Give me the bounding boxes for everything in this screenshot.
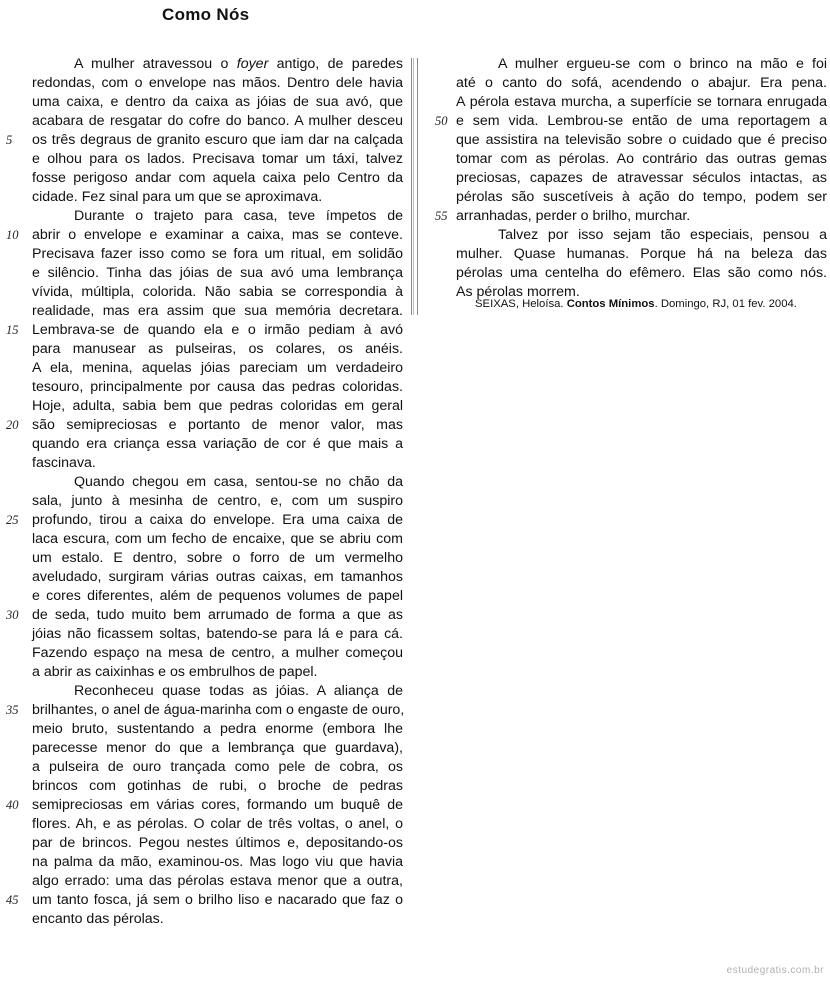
text-line: flores. Ah, e as pérolas. O colar de três voltas, o anel, o: [32, 816, 403, 832]
text-line: e olhou para os lados. Precisava tomar um táxi, talvez: [32, 151, 403, 167]
text-line: A mulher ergueu-se com o brinco na mão e foi: [498, 56, 827, 72]
line-number: 55: [435, 209, 448, 223]
text-line: um tanto fosca, já sem o brilho liso e nacarado que faz o: [32, 892, 403, 908]
text-line: meio bruto, sustentando a pedra enorme (embora lhe: [32, 721, 403, 737]
text-line: Hoje, adulta, sabia bem que pedras coloridas em geral: [32, 398, 403, 414]
watermark: estudegratis.com.br: [726, 965, 824, 976]
text-line: abrir o envelope e examinar a caixa, mas se conteve.: [32, 227, 403, 243]
text-line: profundo, tirou a caixa do envelope. Era uma caixa de: [32, 512, 403, 528]
text-line: os três degraus de granito escuro que iam dar na calçada: [32, 132, 403, 148]
line-number: 30: [6, 608, 19, 622]
line-number: 20: [6, 418, 19, 432]
text-line: realidade, mas era assim que sua memória decretara.: [32, 303, 403, 319]
text-line: A mulher atravessou o foyer antigo, de paredes: [74, 56, 403, 72]
text-line: Precisava fazer isso como se fora um ritual, em solidão: [32, 246, 403, 262]
line-number: 50: [435, 114, 448, 128]
text-line: que assistira na televisão sobre o cuidado que é preciso: [456, 132, 827, 148]
source-citation: [475, 298, 797, 310]
text-line: até o canto do sofá, acendendo o abajur. Era pena.: [456, 75, 827, 91]
text-line: na palma da mão, examinou-os. Mas logo viu que havia: [32, 854, 403, 870]
line-number: 40: [6, 798, 19, 812]
text-line: fascinava.: [32, 455, 96, 471]
text-line: encanto das pérolas.: [32, 911, 164, 927]
text-line: tesouro, principalmente por causa das pedras coloridas.: [32, 379, 403, 395]
text-line: brilhantes, o anel de água-marinha com o engaste de ouro,: [32, 702, 405, 718]
text-line: arranhadas, perder o brilho, murchar.: [456, 208, 691, 224]
text-line: são semipreciosas e portanto de menor valor, mas: [32, 417, 403, 433]
text-line: acabara de resgatar do cofre do banco. A mulher desceu: [32, 113, 403, 129]
line-number: 35: [6, 703, 19, 717]
text-line: semipreciosas em várias cores, formando um buquê de: [32, 797, 403, 813]
text-line: a abrir as caixinhas e os embrulhos de papel.: [32, 664, 318, 680]
source-work: Contos Mínimos: [566, 298, 655, 310]
text-line: brincos com gotinhas de rubi, o broche de pedras: [32, 778, 403, 794]
text-line: Talvez por isso sejam tão especiais, pensou a: [498, 227, 827, 243]
line-number: 15: [6, 323, 19, 337]
source-rest: . Domingo, RJ, 01 fev. 2004.: [654, 298, 797, 310]
text-line: Fazendo espaço na mesa de centro, a mulher começou: [32, 645, 403, 661]
text-line: mulher. Quase humanas. Porque há na beleza das: [456, 246, 827, 262]
page-title: Como Nós: [162, 5, 250, 24]
line-number: 45: [6, 893, 19, 907]
text-line: para manusear as pulseiras, os colares, os anéis.: [32, 341, 403, 357]
text-line: redondas, com o envelope nas mãos. Dentro dele havia: [32, 75, 403, 91]
line-number: 5: [6, 133, 13, 147]
text-line: Durante o trajeto para casa, teve ímpetos de: [74, 208, 403, 224]
text-line: vívida, múltipla, colorida. Não sabia se correspondia à: [32, 284, 403, 300]
right-text-column: [456, 55, 827, 302]
text-line: A ela, menina, aquelas jóias pareciam um verdadeiro: [32, 360, 403, 376]
text-line: pérolas uma centelha do efêmero. Elas são como nós.: [456, 265, 827, 281]
text-line: laca escura, com um fecho de encaixe, que se abriu com: [32, 531, 403, 547]
text-line: parecesse menor do que a lembrança que guardava),: [32, 740, 403, 756]
text-line: preciosas, capazes de atravessar séculos intactas, as: [456, 170, 827, 186]
text-line: uma caixa, e dentro da caixa as jóias de sua avó, que: [32, 94, 403, 110]
text-line: um estalo. E dentro, sobre o forro de um vermelho: [32, 550, 403, 566]
text-line: e silêncio. Tinha das jóias de sua avó uma lembrança: [32, 265, 403, 281]
text-line: Lembrava-se de quando ela e o irmão pediam à avó: [32, 322, 403, 338]
line-number: 10: [6, 228, 19, 242]
text-line: tomar com as pérolas. Ao contrário das outras gemas: [456, 151, 827, 167]
column-divider: [411, 58, 418, 315]
text-line: jóias não ficassem soltas, batendo-se para lá e para cá.: [32, 626, 403, 642]
left-text-column: [32, 55, 403, 929]
text-line: e sem vida. Lembrou-se então de uma reportagem a: [456, 113, 827, 129]
line-number: 25: [6, 513, 19, 527]
text-line: a pulseira de ouro trançada como pele de cobra, os: [32, 759, 403, 775]
text-line: par de brincos. Pegou nestes últimos e, depositando-os: [32, 835, 403, 851]
text-line: Reconheceu quase todas as jóias. A aliança de: [74, 683, 403, 699]
text-line: algo errado: uma das pérolas estava menor que a outra,: [32, 873, 403, 889]
text-line: cidade. Fez sinal para um que se aproximava.: [32, 189, 323, 205]
text-line: pérolas são suscetíveis à ação do tempo, podem ser: [456, 189, 827, 205]
text-line: e cores diferentes, além de pequenos volumes de papel: [32, 588, 403, 604]
text-line: quando era criança essa variação de cor é que mais a: [32, 436, 403, 452]
text-line: fosse perigoso andar com aquela caixa pelo Centro da: [32, 170, 403, 186]
text-line: A pérola estava murcha, a superfície se tornara enrugada: [456, 94, 827, 110]
text-line: sala, junto à mesinha de centro, e, com um suspiro: [32, 493, 403, 509]
text-line: Quando chegou em casa, sentou-se no chão da: [74, 474, 403, 490]
source-author: SEIXAS, Heloísa.: [475, 298, 564, 310]
text-line: de seda, tudo muito bem arrumado de forma a que as: [32, 607, 403, 623]
text-line: As pérolas morrem.: [456, 284, 580, 300]
text-line: aveludado, surgiram várias outras caixas, em tamanhos: [32, 569, 403, 585]
